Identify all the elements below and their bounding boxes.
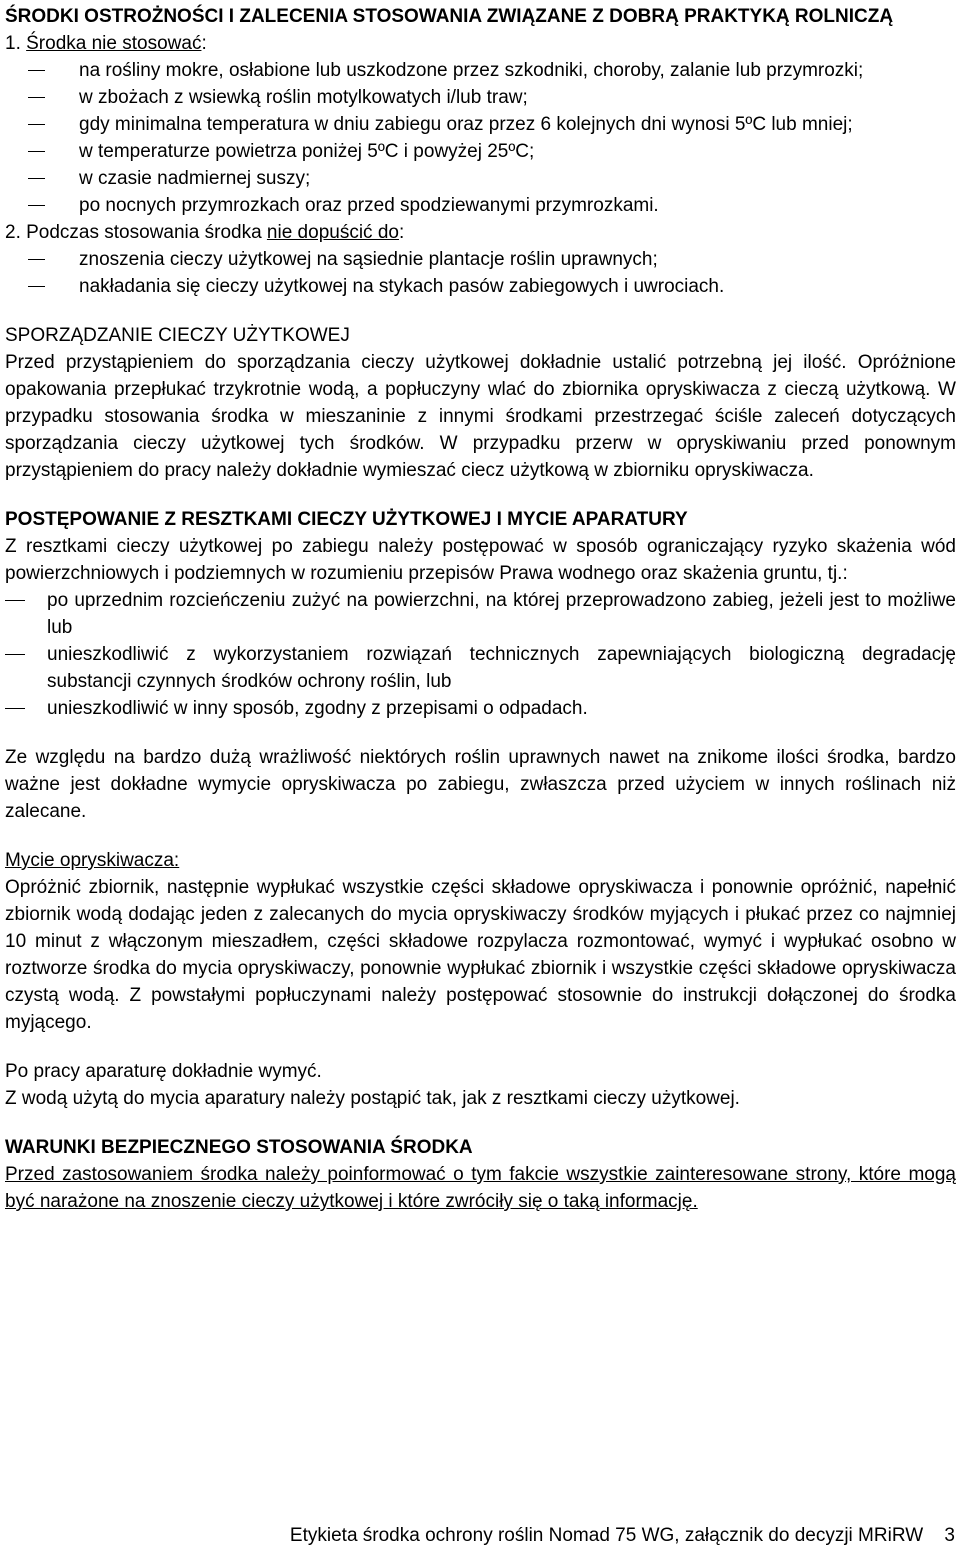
wash-water-line: Z wodą użytą do mycia aparatury należy postąpić tak, jak z resztkami cieczy użytkowej. bbox=[5, 1088, 740, 1109]
item-2-pre: Podczas stosowania środka bbox=[26, 222, 267, 243]
document-page bbox=[5, 3, 956, 1215]
list-item: na rośliny mokre, osłabione lub uszkodzone przez szkodniki, choroby, zalanie lub przymrozki; bbox=[5, 57, 956, 84]
section-heading-safe-use: WARUNKI BEZPIECZNEGO STOSOWANIA ŚRODKA bbox=[5, 1137, 473, 1158]
list-item: w zbożach z wsiewką roślin motylkowatych i/lub traw; bbox=[5, 84, 956, 111]
spacer bbox=[5, 300, 956, 322]
page-number: 3 bbox=[944, 1525, 955, 1546]
spacer bbox=[5, 722, 956, 744]
spacer bbox=[5, 1112, 956, 1134]
preparation-paragraph: Przed przystąpieniem do sporządzania cieczy użytkowej dokładnie ustalić potrzebną jej ilość. Opróżnione opakowania przepłukać trzykrotnie wodą, a popłuczyny wlać do zbiornika opryskiwacza z cieczą użytkową. W przypadku stosowania środka w mieszaninie z innymi środkami przestrzegać ściśle zaleceń dotyczących sporządzania cieczy użytkowej tych środków. W przypadku przerw w opryskiwaniu przed ponownym przystąpieniem do pracy należy dokładnie wymieszać ciecz użytkową w zbiorniku opryskiwacza. bbox=[5, 352, 956, 481]
item-1-label: Środka nie stosować bbox=[26, 33, 202, 54]
section-heading-precautions: ŚRODKI OSTROŻNOŚCI I ZALECENIA STOSOWANIA ZWIĄZANE Z DOBRĄ PRAKTYKĄ ROLNICZĄ bbox=[5, 6, 894, 27]
item-1-number: 1. bbox=[5, 33, 27, 54]
section-heading-residues: POSTĘPOWANIE Z RESZTKAMI CIECZY UŻYTKOWEJ I MYCIE APARATURY bbox=[5, 509, 688, 530]
list-residues bbox=[5, 587, 956, 722]
list-do-not-use bbox=[5, 57, 956, 219]
list-item: w temperaturze powietrza poniżej 5ºC i powyżej 25ºC; bbox=[5, 138, 956, 165]
list-item: unieszkodliwić z wykorzystaniem rozwiązań technicznych zapewniających biologiczną degradację substancji czynnych środków ochrony roślin, lub bbox=[5, 641, 956, 695]
item-2-number: 2. bbox=[5, 222, 27, 243]
safe-use-paragraph: Przed zastosowaniem środka należy poinformować o tym fakcie wszystkie zainteresowane strony, które mogą być narażone na znoszenie cieczy użytkowej i które zwróciły się o taką informację. bbox=[5, 1164, 956, 1212]
spacer bbox=[5, 1036, 956, 1058]
list-item: nakładania się cieczy użytkowej na stykach pasów zabiegowych i uwrociach. bbox=[5, 273, 956, 300]
spacer bbox=[5, 484, 956, 506]
sensitivity-paragraph: Ze względu na bardzo dużą wrażliwość niektórych roślin uprawnych nawet na znikome ilości środka, bardzo ważne jest dokładne wymycie opryskiwacza po zabiegu, zwłaszcza przed użyciem w innych roślinach niż zalecane. bbox=[5, 747, 956, 822]
item-2-colon: : bbox=[398, 222, 405, 243]
item-1 bbox=[5, 30, 956, 57]
item-1-colon: : bbox=[201, 33, 207, 54]
list-item: gdy minimalna temperatura w dniu zabiegu oraz przez 6 kolejnych dni wynosi 5ºC lub mniej; bbox=[5, 111, 956, 138]
sprayer-washing-paragraph: Opróżnić zbiornik, następnie wypłukać wszystkie części składowe opryskiwacza i ponownie opróżnić, napełnić zbiornik wodą dodając jeden z zalecanych do mycia opryskiwaczy środków myjących i płukać przez co najmniej 10 minut z włączonym mieszadłem, części składowe rozpylacza rozmontować, wymyć i wypłukać osobno w roztworze środka do mycia opryskiwaczy, ponownie wypłukać zbiornik i wszystkie części składowe opryskiwacza czystą wodą. Z powstałymi popłuczynami należy postępować stosownie do instrukcji dołączonej do środka myjącego. bbox=[5, 877, 956, 1033]
sprayer-washing-label: Mycie opryskiwacza: bbox=[5, 850, 180, 871]
list-item: po uprzednim rozcieńczeniu zużyć na powierzchni, na której przeprowadzono zabieg, jeżeli jest to możliwe lub bbox=[5, 587, 956, 641]
section-heading-preparation: SPORZĄDZANIE CIECZY UŻYTKOWEJ bbox=[5, 325, 350, 346]
list-item: unieszkodliwić w inny sposób, zgodny z przepisami o odpadach. bbox=[5, 695, 956, 722]
spacer bbox=[5, 825, 956, 847]
item-2-label: nie dopuścić do bbox=[266, 222, 399, 243]
list-prevent bbox=[5, 246, 956, 300]
residues-paragraph: Z resztkami cieczy użytkowej po zabiegu należy postępować w sposób ograniczający ryzyko skażenia wód powierzchniowych i podziemnych w rozumieniu przepisów Prawa wodnego oraz skażenia gruntu, tj.: bbox=[5, 536, 956, 584]
footer-text: Etykieta środka ochrony roślin Nomad 75 WG, załącznik do decyzji MRiRW bbox=[289, 1525, 924, 1546]
after-work-line: Po pracy aparaturę dokładnie wymyć. bbox=[5, 1061, 322, 1082]
list-item: po nocnych przymrozkach oraz przed spodziewanymi przymrozkami. bbox=[5, 192, 956, 219]
list-item: znoszenia cieczy użytkowej na sąsiednie plantacje roślin uprawnych; bbox=[5, 246, 956, 273]
list-item: w czasie nadmiernej suszy; bbox=[5, 165, 956, 192]
page-footer bbox=[290, 1522, 955, 1549]
item-2 bbox=[5, 219, 956, 246]
